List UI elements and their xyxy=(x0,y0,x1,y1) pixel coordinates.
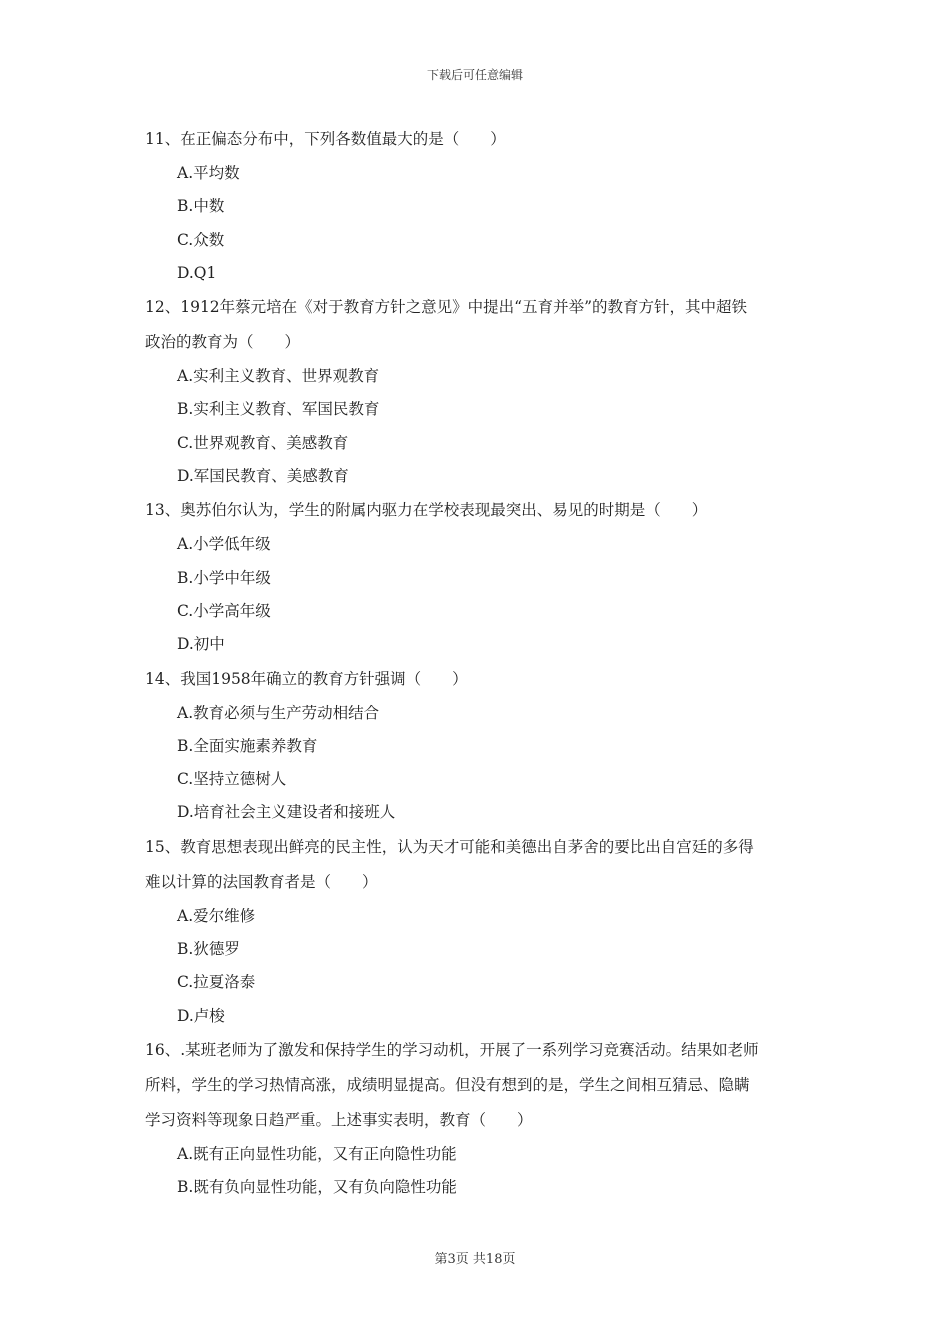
question-stem-line: 政治的教育为（ ） xyxy=(145,333,301,352)
question-stem: 11、在正偏态分布中，下列各数值最大的是（ ） xyxy=(145,130,506,148)
question-16 xyxy=(145,1033,810,1205)
question-15 xyxy=(145,830,810,1033)
option-d: D.卢梭 xyxy=(177,1006,225,1025)
option-a: A.实利主义教育、世界观教育 xyxy=(177,367,380,386)
question-stem-line: 15、教育思想表现出鲜亮的民主性，认为天才可能和美德出自茅舍的要比出自宫廷的多得 xyxy=(145,837,754,856)
option-b: B.实利主义教育、军国民教育 xyxy=(177,400,380,419)
option-d: D.Q1 xyxy=(177,263,217,282)
option-b: B.中数 xyxy=(177,197,225,216)
question-stem-line: 16、.某班老师为了激发和保持学生的学习动机，开展了一系列学习竞赛活动。结果如老师 xyxy=(145,1040,759,1059)
question-stem: 13、奥苏伯尔认为，学生的附属内驱力在学校表现最突出、易见的时期是（ ） xyxy=(145,501,708,520)
option-c: C.拉夏洛泰 xyxy=(177,973,256,992)
question-stem-line: 所料，学生的学习热情高涨，成绩明显提高。但没有想到的是，学生之间相互猜忌、隐瞒 xyxy=(145,1075,750,1094)
option-d: D.军国民教育、美感教育 xyxy=(177,467,349,486)
option-a: A.小学低年级 xyxy=(177,535,271,554)
option-c: C.众数 xyxy=(177,230,225,249)
question-list xyxy=(145,122,810,1205)
option-c: C.世界观教育、美感教育 xyxy=(177,433,349,452)
question-stem-line: 难以计算的法国教育者是（ ） xyxy=(145,872,378,891)
question-stem-line: 12、1912年蔡元培在《对于教育方针之意见》中提出“五育并举”的教育方针，其中超铁 xyxy=(145,298,748,317)
question-13 xyxy=(145,493,810,661)
question-12 xyxy=(145,290,810,493)
question-14 xyxy=(145,662,810,830)
option-a: A.教育必须与生产劳动相结合 xyxy=(177,703,380,722)
option-a: A.平均数 xyxy=(177,164,240,182)
question-11 xyxy=(145,122,810,290)
option-a: A.既有正向显性功能，又有正向隐性功能 xyxy=(177,1144,457,1163)
option-a: A.爱尔维修 xyxy=(177,906,256,925)
option-c: C.小学高年级 xyxy=(177,601,271,620)
option-b: B.狄德罗 xyxy=(177,940,240,959)
option-b: B.既有负向显性功能，又有负向隐性功能 xyxy=(177,1178,457,1197)
question-stem: 14、我国1958年确立的教育方针强调（ ） xyxy=(145,669,468,688)
page-header: 下载后可任意编辑 xyxy=(426,68,523,82)
option-b: B.小学中年级 xyxy=(177,568,271,587)
question-stem-line: 学习资料等现象日趋严重。上述事实表明，教育（ ） xyxy=(145,1110,533,1129)
option-d: D.培育社会主义建设者和接班人 xyxy=(177,803,396,822)
option-c: C.坚持立德树人 xyxy=(177,770,287,789)
option-d: D.初中 xyxy=(177,635,225,654)
option-b: B.全面实施素养教育 xyxy=(177,736,318,755)
page-footer: 第3页 共18页 xyxy=(434,1252,516,1267)
